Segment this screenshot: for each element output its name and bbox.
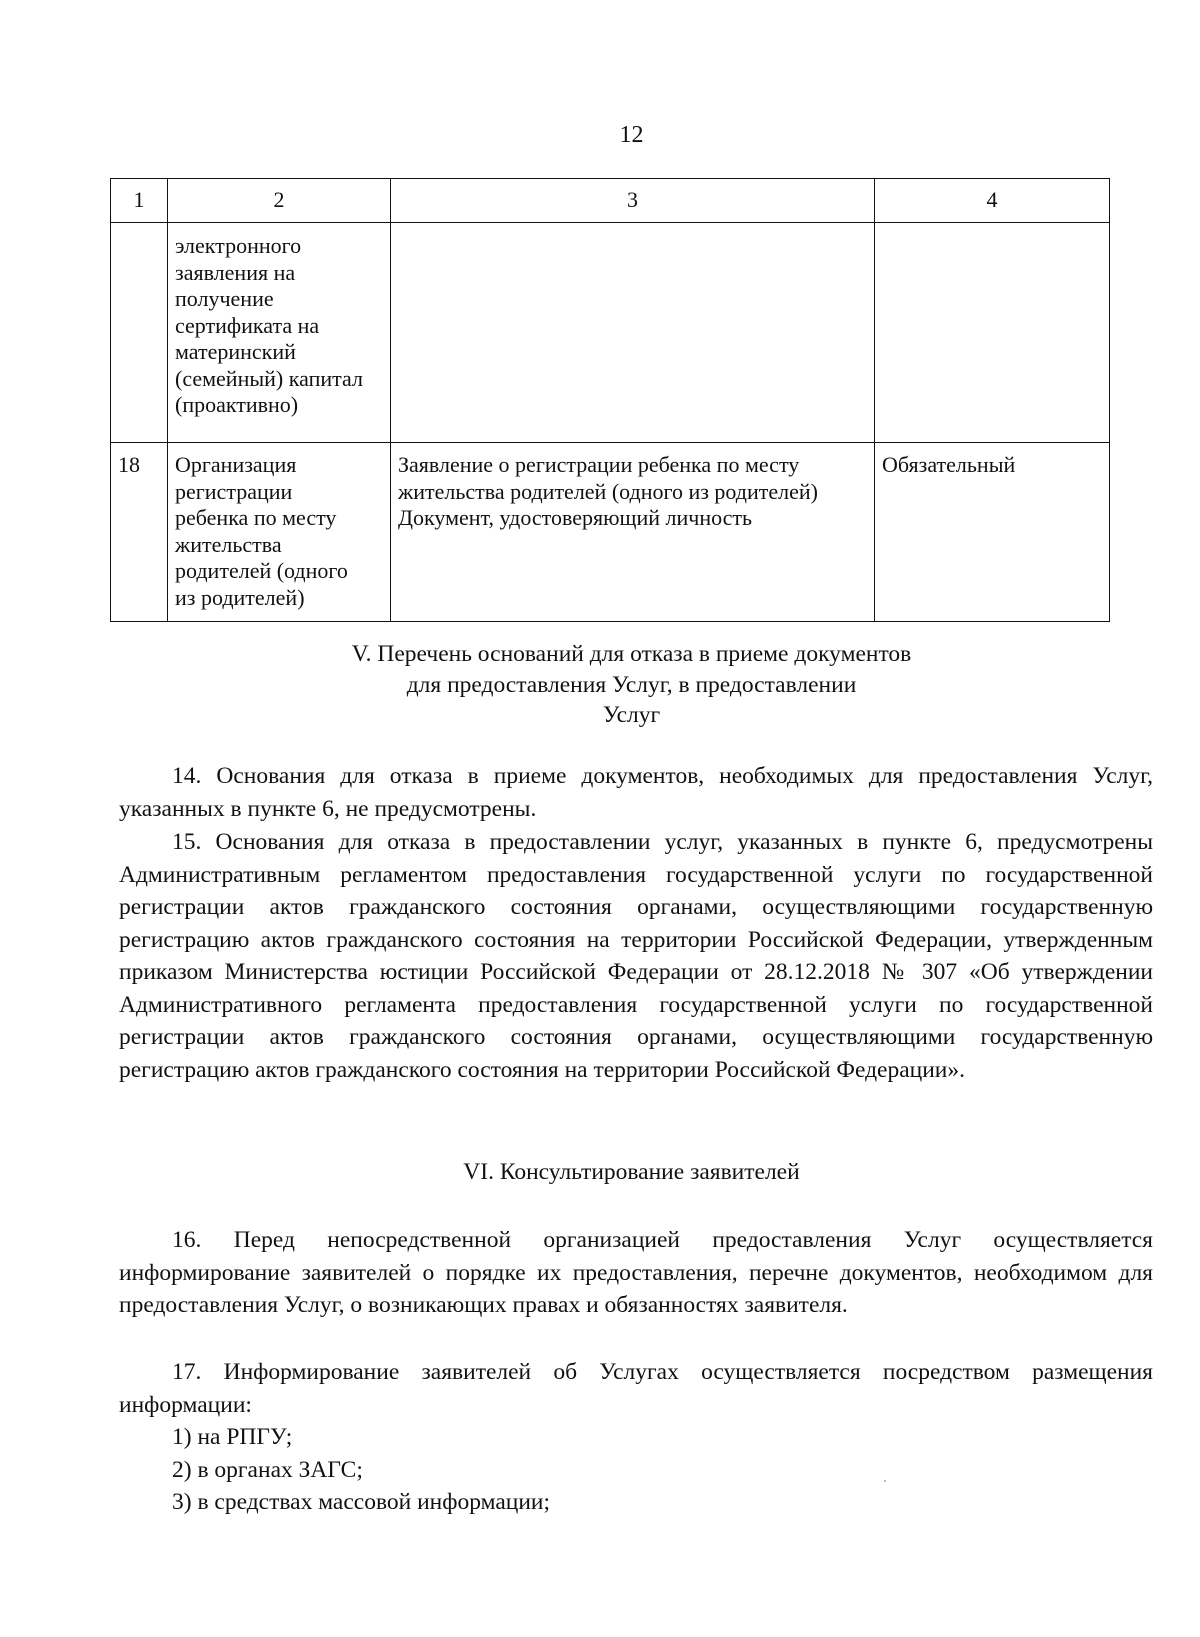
table-header-cell: 1 (111, 179, 168, 223)
table-header-row (111, 179, 1110, 223)
table-row (111, 443, 1110, 622)
documents-table (110, 178, 1110, 622)
documents-cell: Заявление о регистрации ребенка по месту жительства родителей (одного из родителей) Документ, удостоверяющий личность (391, 443, 875, 622)
list-item: 1) на РПГУ; (172, 1424, 293, 1450)
section-5-heading-line: V. Перечень оснований для отказа в приеме документов (351, 641, 912, 667)
document-type-cell: Обязательный (875, 443, 1110, 622)
table-header-cell: 4 (875, 179, 1110, 223)
list-item: 2) в органах ЗАГС; (172, 1457, 363, 1483)
table-header-cell: 3 (391, 179, 875, 223)
paragraph-15: 15. Основания для отказа в предоставлении услуг, указанных в пункте 6, предусмотрены Административным регламентом предоставления государственной услуги по государственной регистрации актов гражданского состояния органами, осуществляющими государственную регистрацию актов гражданского состояния на территории Российской Федерации, утвержденным приказом Министерства юстиции Российской Федерации от 28.12.2018 № 307 «Об утверждении Административного регламента предоставления государственной услуги по государственной регистрации актов гражданского состояния органами, осуществляющими государственную регистрацию актов гражданского состояния на территории Российской Федерации». (119, 829, 1153, 1083)
list-item: 3) в средствах массовой информации; (172, 1489, 551, 1515)
table-header-cell: 2 (168, 179, 391, 223)
section-5-heading (0, 639, 1200, 731)
paragraph-17: 17. Информирование заявителей об Услугах осуществляется посредством размещения информации: (119, 1359, 1153, 1418)
table-row (111, 223, 1110, 443)
documents-cell (391, 223, 875, 443)
section-5-heading-line: для предоставления Услуг, в предоставлении (406, 671, 857, 698)
scan-speck (884, 1480, 886, 1482)
page-number: 12 (619, 122, 644, 148)
paragraph-14: 14. Основания для отказа в приеме документов, необходимых для предоставления Услуг, указанных в пункте 6, не предусмотрены. (119, 763, 1153, 822)
service-name-cell: электронного заявления на получение сертификата на материнский (семейный) капитал (проактивно) (168, 223, 391, 443)
section-5-heading-line: Услуг (602, 702, 661, 728)
document-type-cell (875, 223, 1110, 443)
row-number-cell: 18 (111, 443, 168, 622)
service-name-cell: Организация регистрации ребенка по месту жительства родителей (одного из родителей) (168, 443, 391, 622)
row-number-cell (111, 223, 168, 443)
paragraph-16: 16. Перед непосредственной организацией предоставления Услуг осуществляется информирование заявителей о порядке их предоставления, перечне документов, необходимом для предоставления Услуг, о возникающих правах и обязанностях заявителя. (119, 1227, 1153, 1318)
section-6-heading: VI. Консультирование заявителей (463, 1159, 800, 1185)
